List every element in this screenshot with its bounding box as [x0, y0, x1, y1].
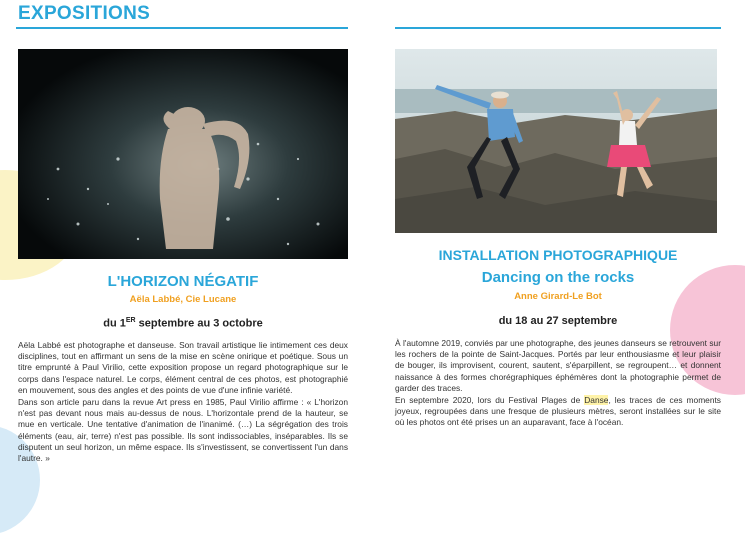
- left-dates-sup: ER: [125, 317, 136, 324]
- left-dates-prefix: du 1: [103, 317, 126, 330]
- left-photo: [18, 49, 348, 259]
- left-dates: [18, 317, 348, 330]
- left-paragraph-2: Dans son article paru dans la revue Art press en 1985, Paul Virilio affirme : « L'horizon n'est pas devant nous mais au-dessus de nous. L'horizontale prend de la hauteur, se mue en verticale. Une tentative d'animation de l'inanimé. (…) La ségrégation des trois éléments (eau, air, terre) n'est pas possible. Ils sont indissociables, inséparables. Ils se disputent un seul horizon, un même espace. Ils s'investissent, se convertissent l'un dans l'autre. »: [18, 397, 348, 464]
- right-paragraph-1: À l'automne 2019, conviés par une photographe, des jeunes danseurs se retrouvent sur les rochers de la pointe de Saint-Jacques. Portés par leur enthousiasme et leur plaisir de bouger, ils improvisent, courent, sautent, s'éparpillent, se regroupent… et donnent naissance à des formes chorégraphiques éphémères dont la photographie permet de garder des traces.: [395, 338, 721, 393]
- section-title: EXPOSITIONS: [18, 3, 151, 24]
- right-title-line2: Dancing on the rocks: [481, 269, 635, 286]
- left-title: L'HORIZON NÉGATIF: [107, 273, 259, 290]
- right-photo: [395, 49, 717, 233]
- right-title-line1: INSTALLATION PHOTOGRAPHIQUE: [438, 247, 678, 263]
- right-paragraph-2-end: , les traces de ces moments joyeux, regroupées dans une fresque de plusieurs mètres, seront installées sur le site où les photos ont été prises un an auparavant, face à l'océan.: [395, 395, 721, 428]
- right-photo-image: [395, 49, 717, 233]
- right-credit: Anne Girard-Le Bot: [514, 291, 602, 302]
- left-credit: Aëla Labbé, Cie Lucane: [129, 294, 237, 305]
- right-header-rule: [395, 27, 721, 29]
- highlighted-word: Danse: [584, 395, 609, 406]
- left-dates-suffix: septembre au 3 octobre: [135, 317, 263, 330]
- left-body: [18, 340, 348, 465]
- right-dates: du 18 au 27 septembre: [498, 315, 618, 327]
- left-header-rule: [16, 27, 348, 29]
- left-photo-image: [18, 49, 348, 259]
- right-paragraph-2-start: En septembre 2020, lors du Festival Plages de: [395, 395, 585, 406]
- right-body: [395, 338, 721, 430]
- left-paragraph-1: Aëla Labbé est photographe et danseuse. Son travail artistique lie intimement ces deux disciplines, tout en affirmant un sens de la mise en scène onirique et poétique. Sous un titre emprunté à Paul Virilio, cette exposition propose un regard photographique sur le corps dans l'espace naturel. Le corps, élément central de ces photos, est photographié en mouvement, sous des angles et des points de vue d'une infinie variété.: [18, 340, 348, 395]
- right-paragraph-2: [395, 395, 721, 429]
